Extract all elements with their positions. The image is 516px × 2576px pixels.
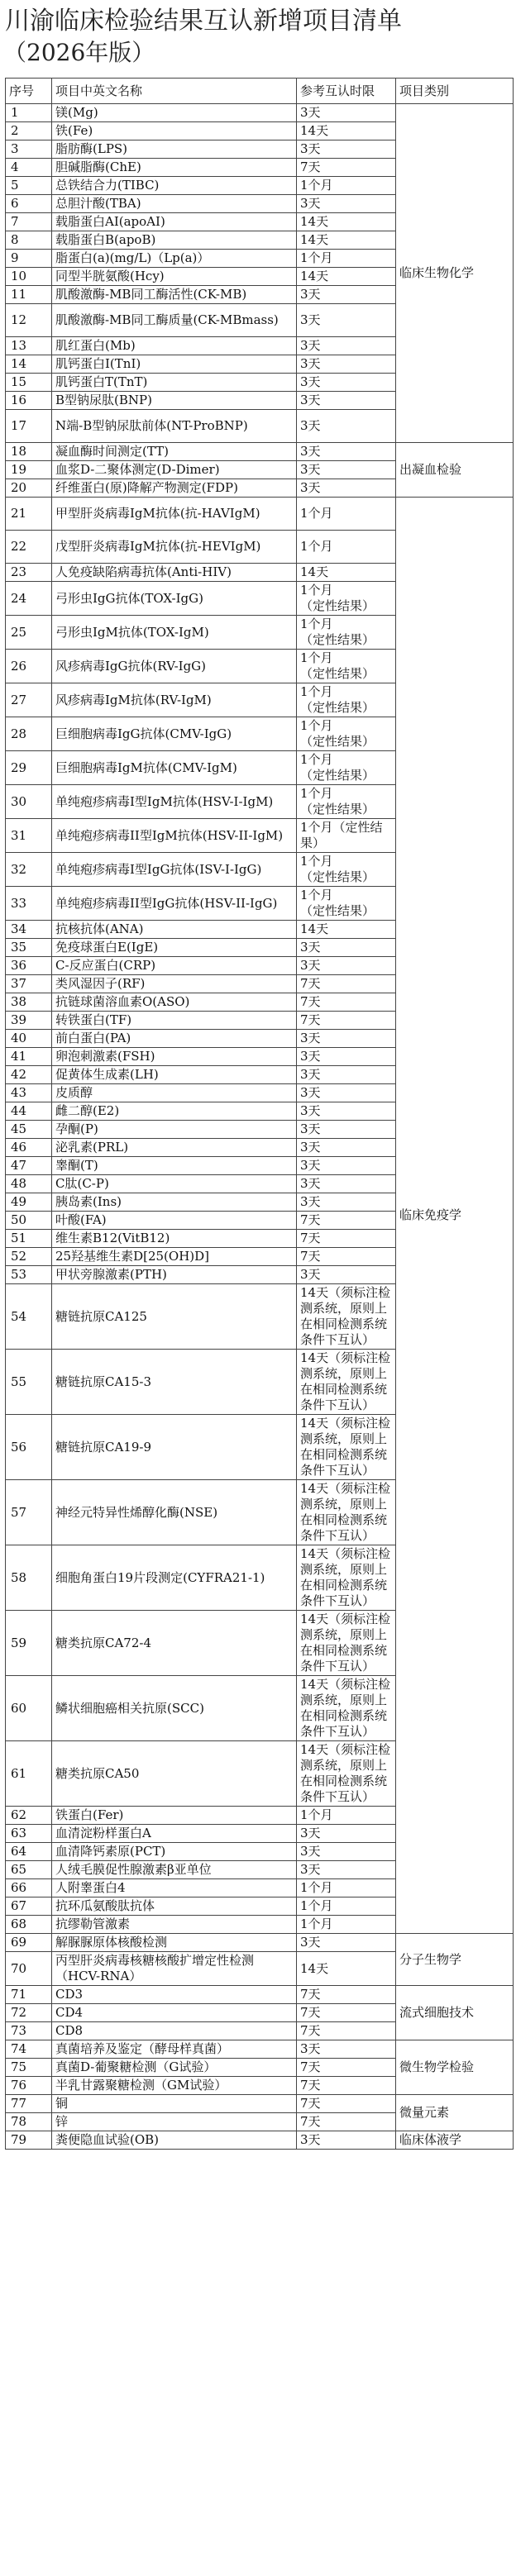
item-category: 临床体液学: [396, 2131, 514, 2150]
item-name: 肌钙蛋白I(TnI): [52, 355, 297, 374]
recognition-period: 7天: [297, 2077, 396, 2095]
item-name: 脂肪酶(LPS): [52, 140, 297, 159]
item-name: 总胆汁酸(TBA): [52, 195, 297, 213]
recognition-period: 1个月: [297, 1916, 396, 1934]
row-number: 76: [6, 2077, 52, 2095]
recognition-period: 3天: [297, 104, 396, 122]
row-number: 78: [6, 2113, 52, 2131]
item-name: 类风湿因子(RF): [52, 975, 297, 993]
item-name: 卵泡刺激素(FSH): [52, 1048, 297, 1066]
recognition-period: 3天: [297, 392, 396, 410]
item-name: 糖链抗原CA125: [52, 1284, 297, 1350]
item-name: B型钠尿肽(BNP): [52, 392, 297, 410]
row-number: 31: [6, 819, 52, 853]
recognition-period: 7天: [297, 1212, 396, 1230]
item-name: 半乳甘露聚糖检测（GM试验）: [52, 2077, 297, 2095]
recognition-period: 7天: [297, 975, 396, 993]
item-name: 真菌D-葡聚糖检测（G试验）: [52, 2059, 297, 2077]
item-name: 戊型肝炎病毒IgM抗体(抗-HEVIgM): [52, 531, 297, 564]
row-number: 73: [6, 2022, 52, 2040]
recognition-period: 1个月 （定性结果）: [297, 582, 396, 616]
item-name: 鳞状细胞癌相关抗原(SCC): [52, 1676, 297, 1741]
row-number: 5: [6, 177, 52, 195]
row-number: 61: [6, 1741, 52, 1807]
row-number: 43: [6, 1084, 52, 1102]
row-number: 77: [6, 2095, 52, 2113]
row-number: 23: [6, 564, 52, 582]
item-name: 肌酸激酶-MB同工酶质量(CK-MBmass): [52, 304, 297, 337]
item-name: CD3: [52, 1986, 297, 2004]
table-row: [6, 443, 514, 461]
item-name: 血浆D-二聚体测定(D-Dimer): [52, 461, 297, 479]
recognition-period: 14天（须标注检测系统，原则上在相同检测系统条件下互认）: [297, 1284, 396, 1350]
item-name: C肽(C-P): [52, 1175, 297, 1193]
item-name: 凝血酶时间测定(TT): [52, 443, 297, 461]
row-number: 15: [6, 374, 52, 392]
recognition-period: 3天: [297, 1030, 396, 1048]
recognition-period: 3天: [297, 1121, 396, 1139]
item-name: 前白蛋白(PA): [52, 1030, 297, 1048]
item-name: 胰岛素(Ins): [52, 1193, 297, 1212]
row-number: 35: [6, 939, 52, 957]
row-number: 60: [6, 1676, 52, 1741]
recognition-period: 1个月: [297, 531, 396, 564]
item-name: 载脂蛋白AI(apoAI): [52, 213, 297, 231]
row-number: 30: [6, 785, 52, 819]
recognition-period: 7天: [297, 1248, 396, 1266]
recognition-period: 1个月 （定性结果）: [297, 853, 396, 887]
item-name: 肌钙蛋白T(TnT): [52, 374, 297, 392]
row-number: 69: [6, 1934, 52, 1952]
row-number: 29: [6, 751, 52, 785]
item-category: 临床免疫学: [396, 498, 514, 1934]
item-category: 微生物学检验: [396, 2040, 514, 2095]
column-header: 项目类别: [396, 79, 514, 104]
item-name: 神经元特异性烯醇化酶(NSE): [52, 1480, 297, 1545]
row-number: 38: [6, 993, 52, 1012]
item-name: 粪便隐血试验(OB): [52, 2131, 297, 2150]
item-name: 抗核抗体(ANA): [52, 921, 297, 939]
row-number: 39: [6, 1012, 52, 1030]
row-number: 66: [6, 1879, 52, 1897]
row-number: 24: [6, 582, 52, 616]
recognition-period: 3天: [297, 1266, 396, 1284]
item-name: CD4: [52, 2004, 297, 2022]
row-number: 79: [6, 2131, 52, 2150]
item-name: N端-B型钠尿肽前体(NT-ProBNP): [52, 410, 297, 443]
recognition-period: 1个月: [297, 177, 396, 195]
recognition-period: 14天: [297, 122, 396, 140]
row-number: 53: [6, 1266, 52, 1284]
row-number: 21: [6, 498, 52, 531]
row-number: 50: [6, 1212, 52, 1230]
table-body: [6, 104, 514, 2150]
recognition-period: 3天: [297, 1102, 396, 1121]
recognition-period: 1个月 （定性结果）: [297, 887, 396, 921]
items-table: [5, 78, 514, 2150]
item-name: 巨细胞病毒IgG抗体(CMV-IgG): [52, 717, 297, 751]
item-name: 糖链抗原CA19-9: [52, 1415, 297, 1480]
row-number: 12: [6, 304, 52, 337]
item-name: 同型半胱氨酸(Hcy): [52, 268, 297, 286]
item-name: 风疹病毒IgG抗体(RV-IgG): [52, 650, 297, 683]
table-row: [6, 2095, 514, 2113]
page-title: 川渝临床检验结果互认新增项目清单: [5, 7, 402, 36]
recognition-period: 3天: [297, 355, 396, 374]
row-number: 70: [6, 1952, 52, 1986]
item-name: C-反应蛋白(CRP): [52, 957, 297, 975]
row-number: 54: [6, 1284, 52, 1350]
row-number: 4: [6, 159, 52, 177]
row-number: 34: [6, 921, 52, 939]
row-number: 51: [6, 1230, 52, 1248]
recognition-period: 14天（须标注检测系统，原则上在相同检测系统条件下互认）: [297, 1415, 396, 1480]
recognition-period: 3天: [297, 957, 396, 975]
column-header: 序号: [6, 79, 52, 104]
item-name: 人免疫缺陷病毒抗体(Anti-HIV): [52, 564, 297, 582]
recognition-period: 7天: [297, 159, 396, 177]
item-name: 镁(Mg): [52, 104, 297, 122]
item-name: 纤维蛋白(原)降解产物测定(FDP): [52, 479, 297, 498]
row-number: 25: [6, 616, 52, 650]
item-name: 巨细胞病毒IgM抗体(CMV-IgM): [52, 751, 297, 785]
recognition-period: 7天: [297, 1230, 396, 1248]
item-name: 风疹病毒IgM抗体(RV-IgM): [52, 683, 297, 717]
row-number: 28: [6, 717, 52, 751]
recognition-period: 1个月: [297, 498, 396, 531]
table-header-row: [6, 79, 514, 104]
table-row: [6, 2040, 514, 2059]
recognition-period: 1个月（定性结果）: [297, 819, 396, 853]
table-row: [6, 2131, 514, 2150]
row-number: 27: [6, 683, 52, 717]
item-name: 甲状旁腺激素(PTH): [52, 1266, 297, 1284]
recognition-period: 14天: [297, 268, 396, 286]
table-row: [6, 498, 514, 531]
item-name: 弓形虫IgG抗体(TOX-IgG): [52, 582, 297, 616]
item-name: 铁(Fe): [52, 122, 297, 140]
row-number: 45: [6, 1121, 52, 1139]
recognition-period: 7天: [297, 993, 396, 1012]
recognition-period: 3天: [297, 1175, 396, 1193]
recognition-period: 14天（须标注检测系统，原则上在相同检测系统条件下互认）: [297, 1545, 396, 1611]
recognition-period: 3天: [297, 304, 396, 337]
row-number: 47: [6, 1157, 52, 1175]
recognition-period: 3天: [297, 140, 396, 159]
recognition-period: 1个月: [297, 250, 396, 268]
row-number: 67: [6, 1897, 52, 1916]
item-name: 肌红蛋白(Mb): [52, 337, 297, 355]
item-category: 微量元素: [396, 2095, 514, 2131]
item-name: 雌二醇(E2): [52, 1102, 297, 1121]
recognition-period: 3天: [297, 1861, 396, 1879]
recognition-period: 3天: [297, 2131, 396, 2150]
row-number: 41: [6, 1048, 52, 1066]
item-name: 糖类抗原CA72-4: [52, 1611, 297, 1676]
item-name: 糖类抗原CA50: [52, 1741, 297, 1807]
row-number: 36: [6, 957, 52, 975]
row-number: 37: [6, 975, 52, 993]
recognition-period: 3天: [297, 337, 396, 355]
item-name: 人绒毛膜促性腺激素β亚单位: [52, 1861, 297, 1879]
recognition-period: 3天: [297, 1934, 396, 1952]
row-number: 46: [6, 1139, 52, 1157]
row-number: 14: [6, 355, 52, 374]
item-name: 皮质醇: [52, 1084, 297, 1102]
item-name: 25羟基维生素D[25(OH)D]: [52, 1248, 297, 1266]
item-name: 维生素B12(VitB12): [52, 1230, 297, 1248]
item-name: 总铁结合力(TIBC): [52, 177, 297, 195]
row-number: 19: [6, 461, 52, 479]
row-number: 55: [6, 1350, 52, 1415]
recognition-period: 7天: [297, 2113, 396, 2131]
recognition-period: 14天（须标注检测系统，原则上在相同检测系统条件下互认）: [297, 1741, 396, 1807]
recognition-period: 14天（须标注检测系统，原则上在相同检测系统条件下互认）: [297, 1480, 396, 1545]
row-number: 13: [6, 337, 52, 355]
item-name: CD8: [52, 2022, 297, 2040]
item-name: 糖链抗原CA15-3: [52, 1350, 297, 1415]
item-category: 流式细胞技术: [396, 1986, 514, 2040]
row-number: 64: [6, 1843, 52, 1861]
recognition-period: 3天: [297, 1084, 396, 1102]
recognition-period: 1个月 （定性结果）: [297, 751, 396, 785]
row-number: 65: [6, 1861, 52, 1879]
item-category: 出凝血检验: [396, 443, 514, 498]
recognition-period: 3天: [297, 1157, 396, 1175]
recognition-period: 3天: [297, 461, 396, 479]
row-number: 56: [6, 1415, 52, 1480]
recognition-period: 7天: [297, 2022, 396, 2040]
item-name: 单纯疱疹病毒I型IgM抗体(HSV-I-IgM): [52, 785, 297, 819]
row-number: 1: [6, 104, 52, 122]
item-name: 转铁蛋白(TF): [52, 1012, 297, 1030]
recognition-period: 3天: [297, 195, 396, 213]
row-number: 16: [6, 392, 52, 410]
item-name: 铁蛋白(Fer): [52, 1807, 297, 1825]
row-number: 3: [6, 140, 52, 159]
recognition-period: 14天（须标注检测系统，原则上在相同检测系统条件下互认）: [297, 1676, 396, 1741]
recognition-period: 7天: [297, 1986, 396, 2004]
recognition-period: 3天: [297, 1825, 396, 1843]
item-name: 抗链球菌溶血素O(ASO): [52, 993, 297, 1012]
row-number: 68: [6, 1916, 52, 1934]
item-name: 泌乳素(PRL): [52, 1139, 297, 1157]
row-number: 59: [6, 1611, 52, 1676]
row-number: 22: [6, 531, 52, 564]
item-name: 单纯疱疹病毒I型IgG抗体(ISV-I-IgG): [52, 853, 297, 887]
row-number: 6: [6, 195, 52, 213]
item-name: 抗缪勒管激素: [52, 1916, 297, 1934]
recognition-period: 1个月 （定性结果）: [297, 650, 396, 683]
recognition-period: 3天: [297, 939, 396, 957]
row-number: 63: [6, 1825, 52, 1843]
item-name: 解脲脲原体核酸检测: [52, 1934, 297, 1952]
recognition-period: 3天: [297, 1139, 396, 1157]
row-number: 18: [6, 443, 52, 461]
item-name: 胆碱脂酶(ChE): [52, 159, 297, 177]
item-name: 叶酸(FA): [52, 1212, 297, 1230]
recognition-period: 1个月 （定性结果）: [297, 717, 396, 751]
recognition-period: 3天: [297, 286, 396, 304]
row-number: 10: [6, 268, 52, 286]
row-number: 44: [6, 1102, 52, 1121]
row-number: 32: [6, 853, 52, 887]
item-name: 锌: [52, 2113, 297, 2131]
row-number: 72: [6, 2004, 52, 2022]
recognition-period: 1个月 （定性结果）: [297, 785, 396, 819]
row-number: 57: [6, 1480, 52, 1545]
recognition-period: 3天: [297, 1843, 396, 1861]
recognition-period: 3天: [297, 479, 396, 498]
recognition-period: 3天: [297, 1193, 396, 1212]
recognition-period: 3天: [297, 2040, 396, 2059]
item-name: 人附睾蛋白4: [52, 1879, 297, 1897]
recognition-period: 14天（须标注检测系统，原则上在相同检测系统条件下互认）: [297, 1611, 396, 1676]
recognition-period: 1个月: [297, 1807, 396, 1825]
table-row: [6, 1986, 514, 2004]
recognition-period: 14天: [297, 1952, 396, 1986]
row-number: 17: [6, 410, 52, 443]
row-number: 58: [6, 1545, 52, 1611]
row-number: 48: [6, 1175, 52, 1193]
recognition-period: 1个月: [297, 1879, 396, 1897]
row-number: 11: [6, 286, 52, 304]
recognition-period: 14天: [297, 921, 396, 939]
table-row: [6, 1934, 514, 1952]
item-name: 肌酸激酶-MB同工酶活性(CK-MB): [52, 286, 297, 304]
row-number: 7: [6, 213, 52, 231]
row-number: 74: [6, 2040, 52, 2059]
row-number: 42: [6, 1066, 52, 1084]
recognition-period: 3天: [297, 443, 396, 461]
row-number: 8: [6, 231, 52, 250]
item-name: 真菌培养及鉴定（酵母样真菌）: [52, 2040, 297, 2059]
recognition-period: 1个月: [297, 1897, 396, 1916]
row-number: 62: [6, 1807, 52, 1825]
item-name: 细胞角蛋白19片段测定(CYFRA21-1): [52, 1545, 297, 1611]
row-number: 75: [6, 2059, 52, 2077]
item-name: 孕酮(P): [52, 1121, 297, 1139]
item-category: 临床生物化学: [396, 104, 514, 443]
row-number: 20: [6, 479, 52, 498]
recognition-period: 1个月 （定性结果）: [297, 683, 396, 717]
item-name: 脂蛋白(a)(mg/L)（Lp(a)）: [52, 250, 297, 268]
column-header: 项目中英文名称: [52, 79, 297, 104]
item-name: 甲型肝炎病毒IgM抗体(抗-HAVIgM): [52, 498, 297, 531]
column-header: 参考互认时限: [297, 79, 396, 104]
recognition-period: 7天: [297, 2095, 396, 2113]
row-number: 71: [6, 1986, 52, 2004]
page-subtitle: （2026年版）: [3, 39, 155, 66]
recognition-period: 1个月 （定性结果）: [297, 616, 396, 650]
item-name: 血清淀粉样蛋白A: [52, 1825, 297, 1843]
recognition-period: 7天: [297, 2004, 396, 2022]
item-name: 单纯疱疹病毒II型IgG抗体(HSV-II-IgG): [52, 887, 297, 921]
item-name: 丙型肝炎病毒核糖核酸扩增定性检测（HCV-RNA）: [52, 1952, 297, 1986]
row-number: 26: [6, 650, 52, 683]
item-category: 分子生物学: [396, 1934, 514, 1986]
item-name: 弓形虫IgM抗体(TOX-IgM): [52, 616, 297, 650]
item-name: 血清降钙素原(PCT): [52, 1843, 297, 1861]
recognition-period: 14天: [297, 564, 396, 582]
item-name: 促黄体生成素(LH): [52, 1066, 297, 1084]
recognition-period: 3天: [297, 374, 396, 392]
recognition-period: 14天: [297, 231, 396, 250]
item-name: 单纯疱疹病毒II型IgM抗体(HSV-II-IgM): [52, 819, 297, 853]
recognition-period: 3天: [297, 410, 396, 443]
item-name: 免疫球蛋白E(IgE): [52, 939, 297, 957]
recognition-period: 7天: [297, 2059, 396, 2077]
table-row: [6, 104, 514, 122]
item-name: 载脂蛋白B(apoB): [52, 231, 297, 250]
recognition-period: 3天: [297, 1066, 396, 1084]
row-number: 2: [6, 122, 52, 140]
recognition-period: 14天: [297, 213, 396, 231]
row-number: 33: [6, 887, 52, 921]
item-name: 铜: [52, 2095, 297, 2113]
row-number: 49: [6, 1193, 52, 1212]
row-number: 52: [6, 1248, 52, 1266]
item-name: 睾酮(T): [52, 1157, 297, 1175]
recognition-period: 14天（须标注检测系统，原则上在相同检测系统条件下互认）: [297, 1350, 396, 1415]
recognition-period: 3天: [297, 1048, 396, 1066]
item-name: 抗环瓜氨酸肽抗体: [52, 1897, 297, 1916]
row-number: 9: [6, 250, 52, 268]
row-number: 40: [6, 1030, 52, 1048]
recognition-period: 7天: [297, 1012, 396, 1030]
